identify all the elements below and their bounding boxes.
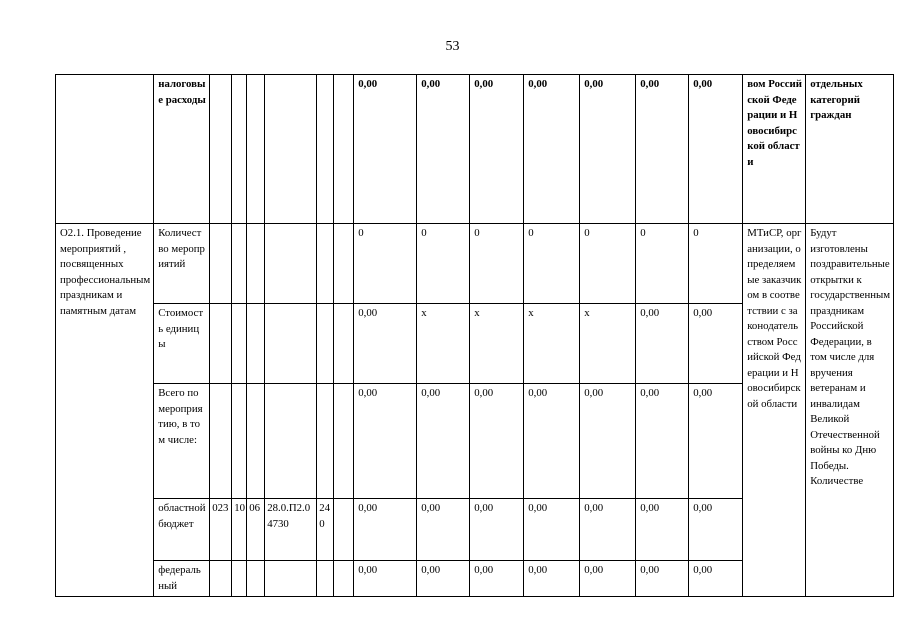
code-cell: 10 <box>232 499 247 561</box>
value-cell: 0,00 <box>470 499 524 561</box>
value-cell: 0,00 <box>354 561 417 597</box>
row-label: Количество мероприятий <box>154 224 210 304</box>
code-cell <box>210 75 232 224</box>
code-cell <box>247 561 265 597</box>
code-cell: 06 <box>247 499 265 561</box>
value-cell: 0,00 <box>689 304 743 384</box>
table-row <box>56 224 894 304</box>
spacer-cell <box>334 499 354 561</box>
value-cell: 0,00 <box>470 384 524 499</box>
value-cell: 0 <box>470 224 524 304</box>
code-cell <box>265 304 317 384</box>
code-cell <box>265 224 317 304</box>
code-cell <box>317 304 334 384</box>
responsible-cell: МТиСР, организации, определяемые заказчиком в соответствии с законодательством Российской Федерации и Новосибирской области <box>743 224 806 597</box>
code-cell <box>317 384 334 499</box>
code-cell <box>232 561 247 597</box>
spacer-cell <box>334 224 354 304</box>
page-number: 53 <box>445 39 460 54</box>
value-cell: х <box>524 304 580 384</box>
code-cell: 240 <box>317 499 334 561</box>
code-cell <box>247 224 265 304</box>
value-cell: 0,00 <box>354 75 417 224</box>
value-cell: 0,00 <box>417 499 470 561</box>
value-cell: 0,00 <box>470 75 524 224</box>
table-row <box>56 75 894 224</box>
code-cell <box>317 561 334 597</box>
value-cell: 0,00 <box>524 75 580 224</box>
code-cell <box>247 75 265 224</box>
value-cell: 0,00 <box>354 499 417 561</box>
code-cell <box>317 75 334 224</box>
value-cell: 0 <box>580 224 636 304</box>
code-cell <box>265 561 317 597</box>
code-cell <box>232 384 247 499</box>
code-cell <box>232 75 247 224</box>
value-cell: 0,00 <box>689 384 743 499</box>
value-cell: 0,00 <box>636 384 689 499</box>
program-table <box>55 74 894 597</box>
row-label: областной бюджет <box>154 499 210 561</box>
value-cell: 0 <box>689 224 743 304</box>
code-cell <box>210 384 232 499</box>
row-label: Всего по мероприятию, в том числе: <box>154 384 210 499</box>
value-cell: 0,00 <box>470 561 524 597</box>
value-cell: 0,00 <box>689 499 743 561</box>
code-cell <box>232 304 247 384</box>
code-cell: 28.0.П2.04730 <box>265 499 317 561</box>
code-cell <box>265 384 317 499</box>
value-cell: 0,00 <box>580 75 636 224</box>
row-label: федеральный <box>154 561 210 597</box>
value-cell: х <box>470 304 524 384</box>
code-cell <box>210 304 232 384</box>
empty-cell <box>56 75 154 224</box>
spacer-cell <box>334 384 354 499</box>
code-cell <box>247 304 265 384</box>
value-cell: 0,00 <box>636 304 689 384</box>
spacer-cell <box>334 75 354 224</box>
value-cell: 0,00 <box>636 561 689 597</box>
value-cell: 0 <box>354 224 417 304</box>
row-label: налоговые расходы <box>154 75 210 224</box>
value-cell: 0 <box>417 224 470 304</box>
row-label: Стоимость единицы <box>154 304 210 384</box>
value-cell: 0,00 <box>354 384 417 499</box>
value-cell: 0,00 <box>689 561 743 597</box>
value-cell: 0,00 <box>524 499 580 561</box>
code-cell <box>265 75 317 224</box>
spacer-cell <box>334 561 354 597</box>
value-cell: 0,00 <box>524 384 580 499</box>
code-cell <box>317 224 334 304</box>
code-cell: 023 <box>210 499 232 561</box>
value-cell: 0,00 <box>524 561 580 597</box>
value-cell: 0,00 <box>689 75 743 224</box>
value-cell: 0,00 <box>636 499 689 561</box>
value-cell: 0,00 <box>417 384 470 499</box>
value-cell: 0,00 <box>417 75 470 224</box>
code-cell <box>210 561 232 597</box>
value-cell: х <box>580 304 636 384</box>
code-cell <box>232 224 247 304</box>
value-cell: 0,00 <box>417 561 470 597</box>
result-cell: отдельных категорий граждан <box>806 75 894 224</box>
spacer-cell <box>334 304 354 384</box>
value-cell: 0,00 <box>636 75 689 224</box>
value-cell: 0,00 <box>580 561 636 597</box>
value-cell: х <box>417 304 470 384</box>
value-cell: 0,00 <box>354 304 417 384</box>
code-cell <box>247 384 265 499</box>
event-name: О2.1. Проведение мероприятий , посвященных профессиональным праздникам и памятным датам <box>56 224 154 597</box>
result-cell: Будут изготовлены поздравительные открытки к государственным праздникам Российской Федерации, в том числе для вручения ветеранам и инвалидам Великой Отечественной войны ко Дню Победы. Количестве <box>806 224 894 597</box>
value-cell: 0 <box>636 224 689 304</box>
code-cell <box>210 224 232 304</box>
responsible-cell: вом Российской Федерации и Новосибирской области <box>743 75 806 224</box>
value-cell: 0 <box>524 224 580 304</box>
value-cell: 0,00 <box>580 384 636 499</box>
value-cell: 0,00 <box>580 499 636 561</box>
